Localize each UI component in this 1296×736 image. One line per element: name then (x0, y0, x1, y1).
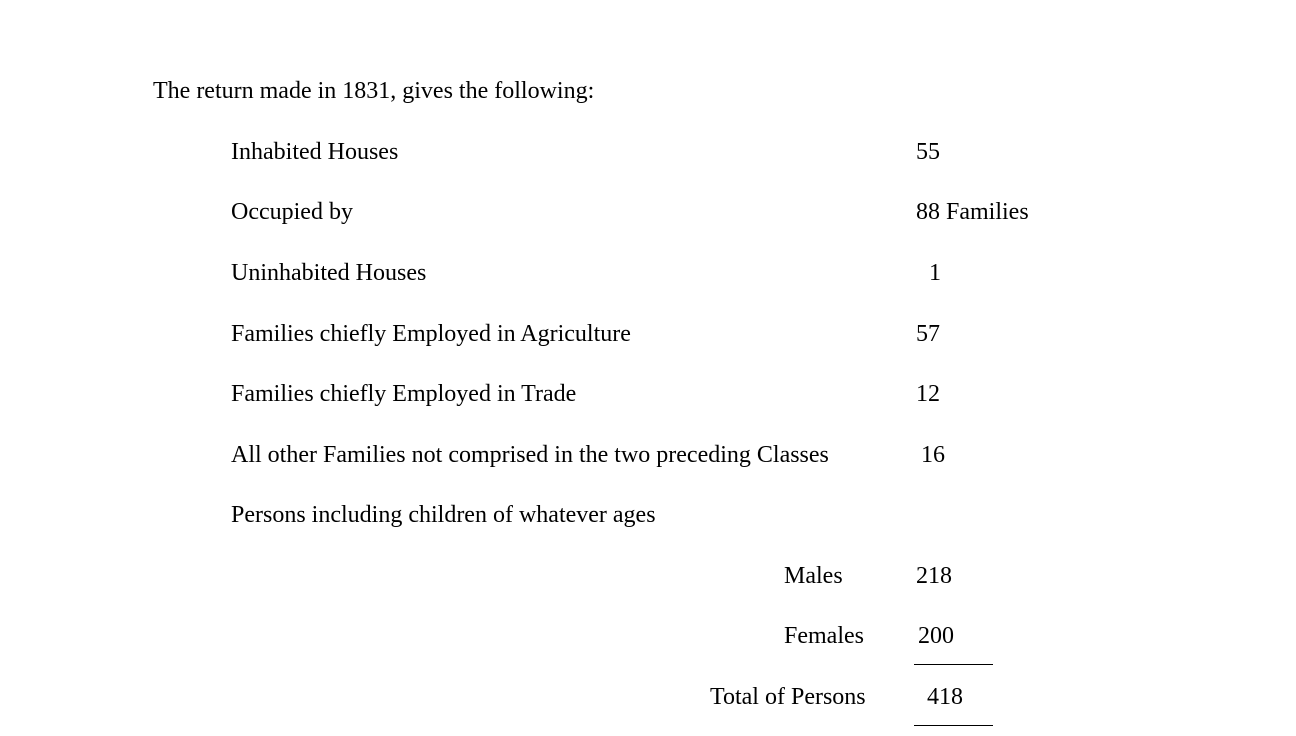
row-label-other-families: All other Families not comprised in the two preceding Classes (231, 442, 829, 468)
row-value-agriculture-families: 57 (916, 321, 940, 347)
row-label-uninhabited-houses: Uninhabited Houses (231, 260, 427, 286)
males-value: 218 (916, 563, 952, 589)
row-value-uninhabited-houses: 1 (929, 260, 941, 286)
row-label-persons: Persons including children of whatever ages (231, 502, 656, 528)
total-persons-value: 418 (927, 684, 963, 710)
sum-rule-bottom (914, 725, 993, 726)
males-label: Males (784, 563, 843, 589)
row-label-occupied-by: Occupied by (231, 199, 353, 225)
row-label-inhabited-houses: Inhabited Houses (231, 139, 399, 165)
sum-rule-top (914, 664, 993, 665)
row-label-trade-families: Families chiefly Employed in Trade (231, 381, 577, 407)
females-value: 200 (918, 623, 954, 649)
row-value-inhabited-houses: 55 (916, 139, 940, 165)
row-label-agriculture-families: Families chiefly Employed in Agriculture (231, 321, 631, 347)
intro-sentence: The return made in 1831, gives the following: (153, 78, 595, 104)
row-value-trade-families: 12 (916, 381, 940, 407)
females-label: Females (784, 623, 864, 649)
total-persons-label: Total of Persons (710, 684, 866, 710)
row-value-other-families: 16 (921, 442, 945, 468)
row-value-occupied-by: 88 Families (916, 199, 1029, 225)
